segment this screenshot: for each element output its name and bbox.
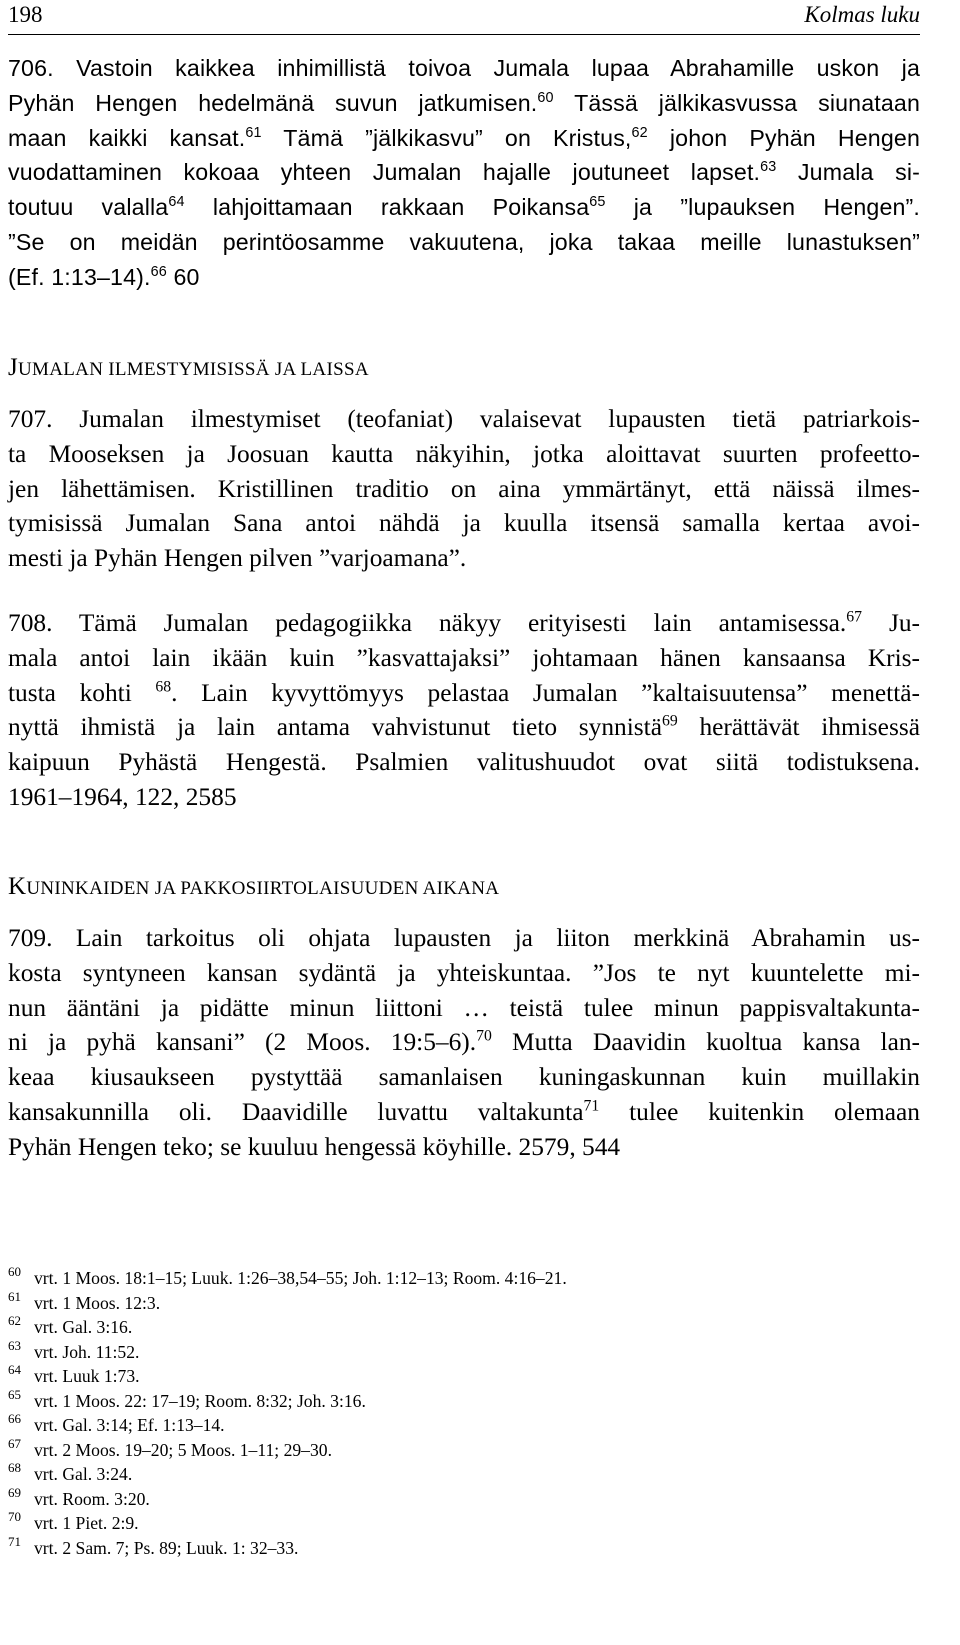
p708-line-4: nyttä ihmistä ja lain antama vahvistunut tieto synnistä$^{69}$ herättävät ihmisessä: [8, 712, 920, 742]
footnote-ref-66: 66: [150, 263, 167, 280]
footnote-ref-70: 70: [476, 1027, 492, 1045]
footnote-ref-71: 71: [583, 1097, 600, 1115]
footnote: [8, 1364, 908, 1389]
footnote-ref-68: 68: [155, 677, 172, 695]
p708-line-3: tusta kohti $^{68}$. Lain kyvyttömyys pelastaa Jumalan ”kaltaisuutensa” menettä-: [8, 677, 920, 707]
section-heading-2: KUNINKAIDEN JA PAKKOSIIRTOLAISUUDEN AIKANA: [8, 873, 500, 900]
page-header: [8, 0, 920, 35]
p706-line-3: maan kaikki kansat.$^{61}$ Tämä ”jälkikasvu” on Kristus,$^{62}$ johon Pyhän Hengen: [8, 124, 920, 151]
footnote-ref-62: 62: [631, 124, 648, 141]
p709-line-5: keaa kiusaukseen pystyttää samanlaisen kuningaskunnan kuin muillakin: [8, 1063, 920, 1092]
p709-line-6: kansakunnilla oli. Daavidille luvattu valtakunta$^{71}$ tulee kuitenkin olemaan: [8, 1097, 920, 1126]
footnote-ref-60: 60: [537, 89, 554, 106]
p708-line-1: 708. Tämä Jumalan pedagogiikka näkyy erityisesti lain antamisessa.$^{67}$ Ju-: [8, 608, 920, 637]
p707-line-2: ta Mooseksen ja Joosuan kautta näkyihin, jotka aloittavat suurten profeetto-: [8, 439, 920, 468]
footnote-text: vrt. 1 Piet. 2:9.: [34, 1513, 139, 1534]
footnote-number: 66: [8, 1411, 21, 1427]
p706-line-6: ”Se on meidän perintöosamme vakuutena, joka takaa meille lunastuksen”: [8, 228, 920, 255]
footnote: [8, 1315, 908, 1340]
footnote-text: vrt. Gal. 3:24.: [34, 1464, 133, 1485]
footnote-number: 63: [8, 1337, 21, 1353]
paragraph-709: [8, 921, 920, 1165]
p707-line-4: tymisissä Jumalan Sana antoi nähdä ja kuulla itsensä samalla kertaa avoi-: [8, 509, 920, 538]
footnote-ref-64: 64: [168, 194, 185, 211]
footnote: [8, 1536, 908, 1561]
footnote-ref-63: 63: [760, 159, 777, 176]
footnote-text: vrt. 1 Moos. 12:3.: [34, 1292, 161, 1313]
footnote-number: 62: [8, 1313, 21, 1329]
footnote-text: vrt. Room. 3:20.: [34, 1488, 150, 1509]
p707-line-1: 707. Jumalan ilmestymiset (teofaniat) valaisevat lupausten tietä patriarkois-: [8, 405, 920, 433]
p708-line-2: mala antoi lain ikään kuin ”kasvattajaksi” johtamaan hänen kansaansa Kris-: [8, 643, 920, 672]
p706-line-5: toutuu valalla$^{64}$ lahjoittamaan rakkaan Poikansa$^{65}$ ja ”lupauksen Hengen”.: [8, 194, 920, 221]
paragraph-706: [8, 51, 920, 295]
footnote-text: vrt. Gal. 3:16.: [34, 1317, 133, 1338]
p708-line-5: kaipuun Pyhästä Hengestä. Psalmien valitushuudot ovat siitä todistuksena.: [8, 748, 920, 777]
footnote: [8, 1435, 908, 1463]
section-heading-1: JUMALAN ILMESTYMISISSÄ JA LAISSA: [8, 354, 369, 381]
footnote-number: 67: [8, 1435, 21, 1451]
footnote: [8, 1484, 908, 1512]
paragraph-707: [8, 402, 920, 576]
footnote-number: 71: [8, 1534, 21, 1550]
footnote-number: 68: [8, 1460, 21, 1476]
footnote: [8, 1413, 908, 1438]
footnote-text: vrt. 1 Moos. 18:1–15; Luuk. 1:26–38,54–55; Joh. 1:12–13; Room. 4:16–21.: [34, 1268, 567, 1288]
p706-line-1: 706. Vastoin kaikkea inhimillistä toivoa Jumala lupaa Abrahamille uskon ja: [8, 55, 920, 81]
footnote-text: vrt. Luuk 1:73.: [34, 1366, 140, 1387]
footnote-text: vrt. 1 Moos. 22: 17–19; Room. 8:32; Joh. 3:16.: [34, 1390, 366, 1411]
footnote-number: 60: [8, 1264, 21, 1279]
footnote-text: vrt. Gal. 3:14; Ef. 1:13–14.: [34, 1415, 225, 1436]
p706-line-2: Pyhän Hengen hedelmänä suvun jatkumisen.$^{60}$ Tässä jälkikasvussa siunataan: [8, 89, 920, 116]
running-title: Kolmas luku: [804, 2, 920, 27]
footnote-number: 61: [8, 1288, 21, 1304]
p706-line-7: (Ef. 1:13–14).$^{66}$ 60: [8, 263, 200, 290]
p707-line-3: jen lähettämisen. Kristillinen traditio on aina ymmärtänyt, että näissä ilmes-: [8, 474, 920, 503]
footnote: [8, 1288, 908, 1316]
footnote: [8, 1511, 908, 1536]
footnote-text: vrt. 2 Sam. 7; Ps. 89; Luuk. 1: 32–33.: [34, 1538, 299, 1559]
paragraph-708: [8, 606, 920, 815]
page-number: 198: [8, 2, 43, 27]
footnote: [8, 1462, 908, 1487]
footnote-number: 65: [8, 1386, 21, 1402]
footnote: [8, 1266, 908, 1291]
p708-line-6: 1961–1964, 122, 2585: [8, 782, 237, 811]
p706-line-4: vuodattaminen kokoaa yhteen Jumalan hajalle joutuneet lapset.$^{63}$ Jumala si-: [8, 159, 920, 186]
footnote-ref-67: 67: [846, 608, 863, 626]
footnote: [8, 1337, 908, 1365]
footnote-ref-61: 61: [245, 124, 262, 141]
p709-line-2: kosta syntyneen kansan sydäntä ja yhteiskuntaa. ”Jos te nyt kuuntelette mi-: [8, 958, 920, 987]
footnote-ref-69: 69: [662, 712, 678, 730]
p709-line-3: nun ääntäni ja pidätte minun liittoni … teistä tulee minun pappisvaltakunta-: [8, 993, 920, 1022]
p707-line-5: mesti ja Pyhän Hengen pilven ”varjoamana”.: [8, 544, 467, 573]
footnote: [8, 1386, 908, 1414]
footnote-number: 69: [8, 1484, 21, 1500]
footnote-text: vrt. 2 Moos. 19–20; 5 Moos. 1–11; 29–30.: [34, 1439, 332, 1460]
footnotes: [8, 1266, 908, 1561]
footnote-text: vrt. Joh. 11:52.: [34, 1341, 140, 1362]
p709-line-4: ni ja pyhä kansani” (2 Moos. 19:5–6).$^{70}$ Mutta Daavidin kuoltua kansa lan-: [8, 1027, 921, 1057]
footnote-number: 70: [8, 1509, 21, 1525]
footnote-number: 64: [8, 1362, 21, 1378]
p709-line-1: 709. Lain tarkoitus oli ohjata lupausten ja liiton merkkinä Abrahamin us-: [8, 924, 920, 952]
p709-line-7: Pyhän Hengen teko; se kuuluu hengessä köyhille. 2579, 544: [8, 1132, 621, 1161]
footnote-ref-65: 65: [589, 194, 606, 211]
